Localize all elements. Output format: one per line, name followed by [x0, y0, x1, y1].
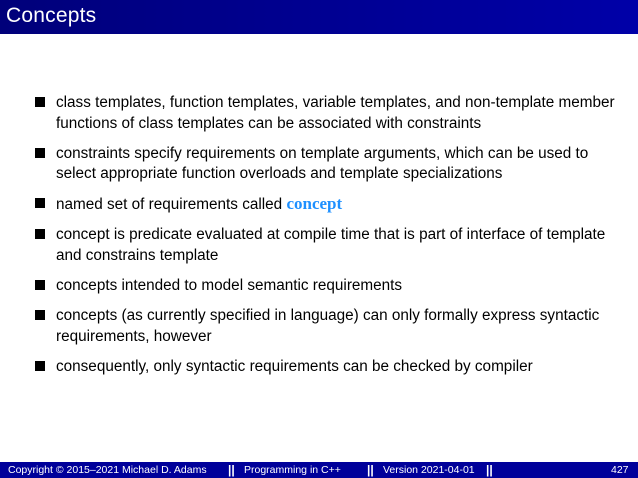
bullet-item [32, 144, 628, 185]
bullet-text: concepts intended to model semantic requirements [56, 277, 403, 295]
square-bullet-icon [35, 229, 45, 239]
bullet-text: concepts (as currently specified in language) can only formally express syntactic requirements, however [56, 307, 600, 345]
footer-version: Version 2021-04-01 [383, 464, 475, 476]
bullet-text: consequently, only syntactic requirements can be checked by compiler [56, 357, 533, 375]
bullet-list [32, 93, 628, 387]
title-bar [0, 0, 638, 34]
bullet-text: class templates, function templates, variable templates, and non-template member functions of class templates can be associated with constraints [56, 94, 615, 132]
square-bullet-icon [35, 310, 45, 320]
bullet-item [32, 93, 628, 134]
footer-copyright: Copyright © 2015–2021 Michael D. Adams [8, 464, 207, 476]
bullet-text: named set of requirements called [56, 196, 287, 214]
square-bullet-icon [35, 361, 45, 371]
slide-title: Concepts [6, 4, 97, 27]
bullet-item [32, 276, 628, 297]
square-bullet-icon [35, 148, 45, 158]
footer-separator: || [486, 463, 493, 477]
bullet-text: constraints specify requirements on template arguments, which can be used to select appropriate function overloads and template specializations [56, 144, 589, 183]
square-bullet-icon [35, 97, 45, 107]
bullet-item [32, 225, 628, 266]
footer-bar [0, 462, 638, 478]
square-bullet-icon [35, 198, 45, 208]
bullet-item [32, 306, 628, 347]
highlighted-term: concept [286, 194, 343, 214]
footer-course: Programming in C++ [244, 464, 341, 476]
footer-separator: || [367, 463, 374, 477]
bullet-text: concept is predicate evaluated at compile time that is part of interface of template and constrains template [56, 226, 606, 265]
page-number: 427 [611, 464, 629, 476]
bullet-item [32, 194, 628, 216]
footer-separator: || [228, 463, 235, 477]
bullet-item [32, 357, 628, 378]
square-bullet-icon [35, 280, 45, 290]
